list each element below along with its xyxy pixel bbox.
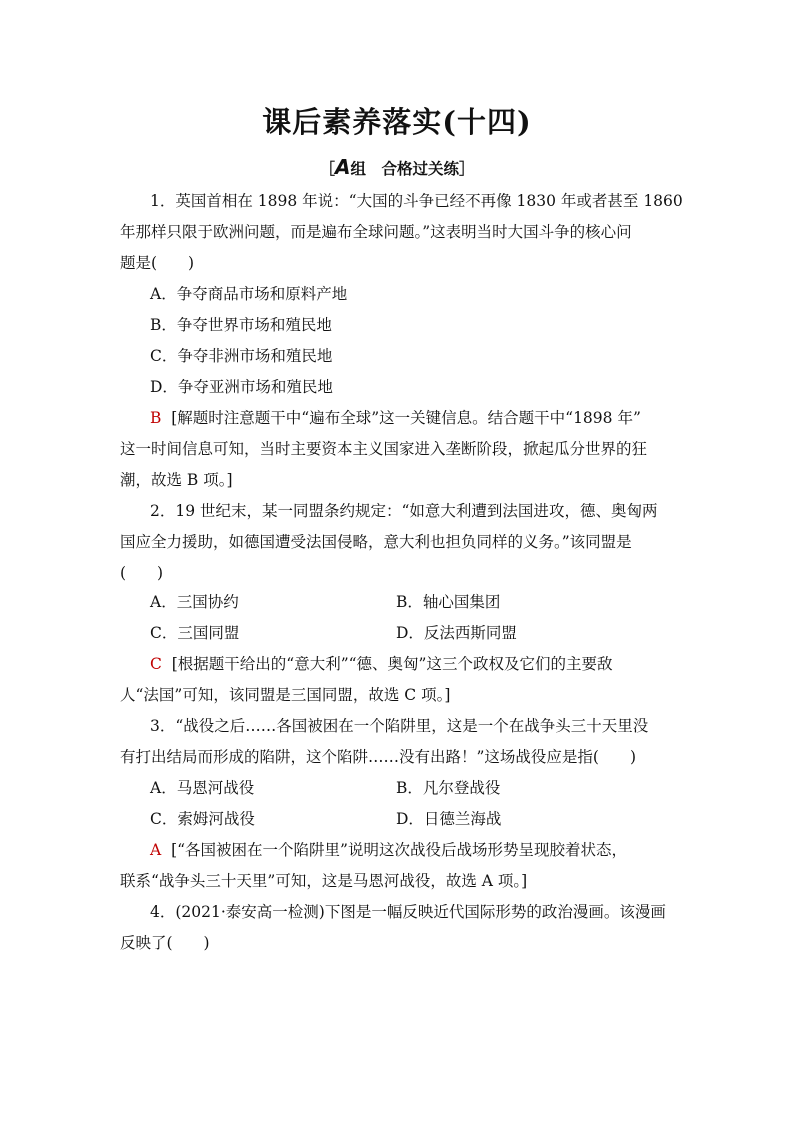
q2-stem-line-2: 国应全力援助，如德国遭受法国侵略，意大利也担负同样的义务。”该同盟是 — [120, 533, 632, 551]
q2-explanation-line-1 — [150, 654, 612, 674]
q1-stem-line-3: 题是( ) — [120, 254, 195, 272]
q3-explanation-line-2: 联系“战争头三十天里”可知，这是马恩河战役，故选 A 项。] — [120, 872, 528, 890]
q4-stem-line-1: 4．(2021·泰安高一检测)下图是一幅反映近代国际形势的政治漫画。该漫画 — [150, 903, 666, 921]
q3-option-c: C．索姆河战役 — [150, 810, 255, 828]
q3-option-b: B．凡尔登战役 — [396, 779, 501, 797]
q1-explanation-line-2: 这一时间信息可知，当时主要资本主义国家进入垄断阶段，掀起瓜分世界的狂 — [120, 440, 648, 458]
q1-explanation-line-1 — [150, 408, 641, 428]
q2-stem-line-3: ( ) — [120, 564, 164, 582]
q1-answer: B — [150, 409, 162, 427]
q4-stem-line-2: 反映了( ) — [120, 934, 210, 952]
q1-stem-line-2: 年那样只限于欧洲问题，而是遍布全球问题。”这表明当时大国斗争的核心问 — [120, 223, 632, 241]
bracket-close: ］ — [459, 159, 475, 178]
page-title: 课后素养落实(十四) — [262, 105, 532, 139]
q2-option-b: B．轴心国集团 — [396, 593, 501, 611]
section-heading — [0, 155, 794, 179]
q1-option-c: C．争夺非洲市场和殖民地 — [150, 347, 333, 365]
group-label: 组 合格过关练 — [350, 159, 459, 178]
q3-option-a: A．马恩河战役 — [150, 779, 255, 797]
q2-option-c: C．三国同盟 — [150, 624, 240, 642]
q1-explanation-text-1: [解题时注意题干中“遍布全球”这一关键信息。结合题干中“1898 年” — [171, 409, 641, 427]
q3-option-d: D．日德兰海战 — [396, 810, 502, 828]
q1-option-b: B．争夺世界市场和殖民地 — [150, 316, 332, 334]
q3-explanation-text-1: [“各国被困在一个陷阱里”说明这次战役后战场形势呈现胶着状态， — [171, 841, 627, 859]
q2-option-d: D．反法西斯同盟 — [396, 624, 517, 642]
q2-option-a: A．三国协约 — [150, 593, 239, 611]
q3-stem-line-2: 有打出结局而形成的陷阱，这个陷阱……没有出路！”这场战役应是指( ) — [120, 748, 637, 766]
q2-explanation-line-2: 人“法国”可知，该同盟是三国同盟，故选 C 项。] — [120, 686, 451, 704]
bracket-open: ［ — [319, 159, 335, 178]
q3-explanation-line-1 — [150, 840, 627, 860]
q2-stem-line-1: 2．19 世纪末，某一同盟条约规定：“如意大利遭到法国进攻，德、奥匈两 — [150, 502, 658, 520]
q1-stem-line-1: 1．英国首相在 1898 年说：“大国的斗争已经不再像 1830 年或者甚至 1860 — [150, 192, 683, 210]
q2-answer: C — [150, 655, 162, 673]
q3-answer: A — [150, 841, 162, 859]
group-letter: A — [335, 155, 351, 179]
q3-stem-line-1: 3．“战役之后……各国被困在一个陷阱里，这是一个在战争头三十天里没 — [150, 717, 649, 735]
q1-option-d: D．争夺亚洲市场和殖民地 — [150, 378, 333, 396]
q1-option-a: A．争夺商品市场和原料产地 — [150, 285, 348, 303]
q2-explanation-text-1: [根据题干给出的“意大利”“德、奥匈”这三个政权及它们的主要敌 — [171, 655, 613, 673]
q1-explanation-line-3: 潮，故选 B 项。] — [120, 471, 233, 489]
